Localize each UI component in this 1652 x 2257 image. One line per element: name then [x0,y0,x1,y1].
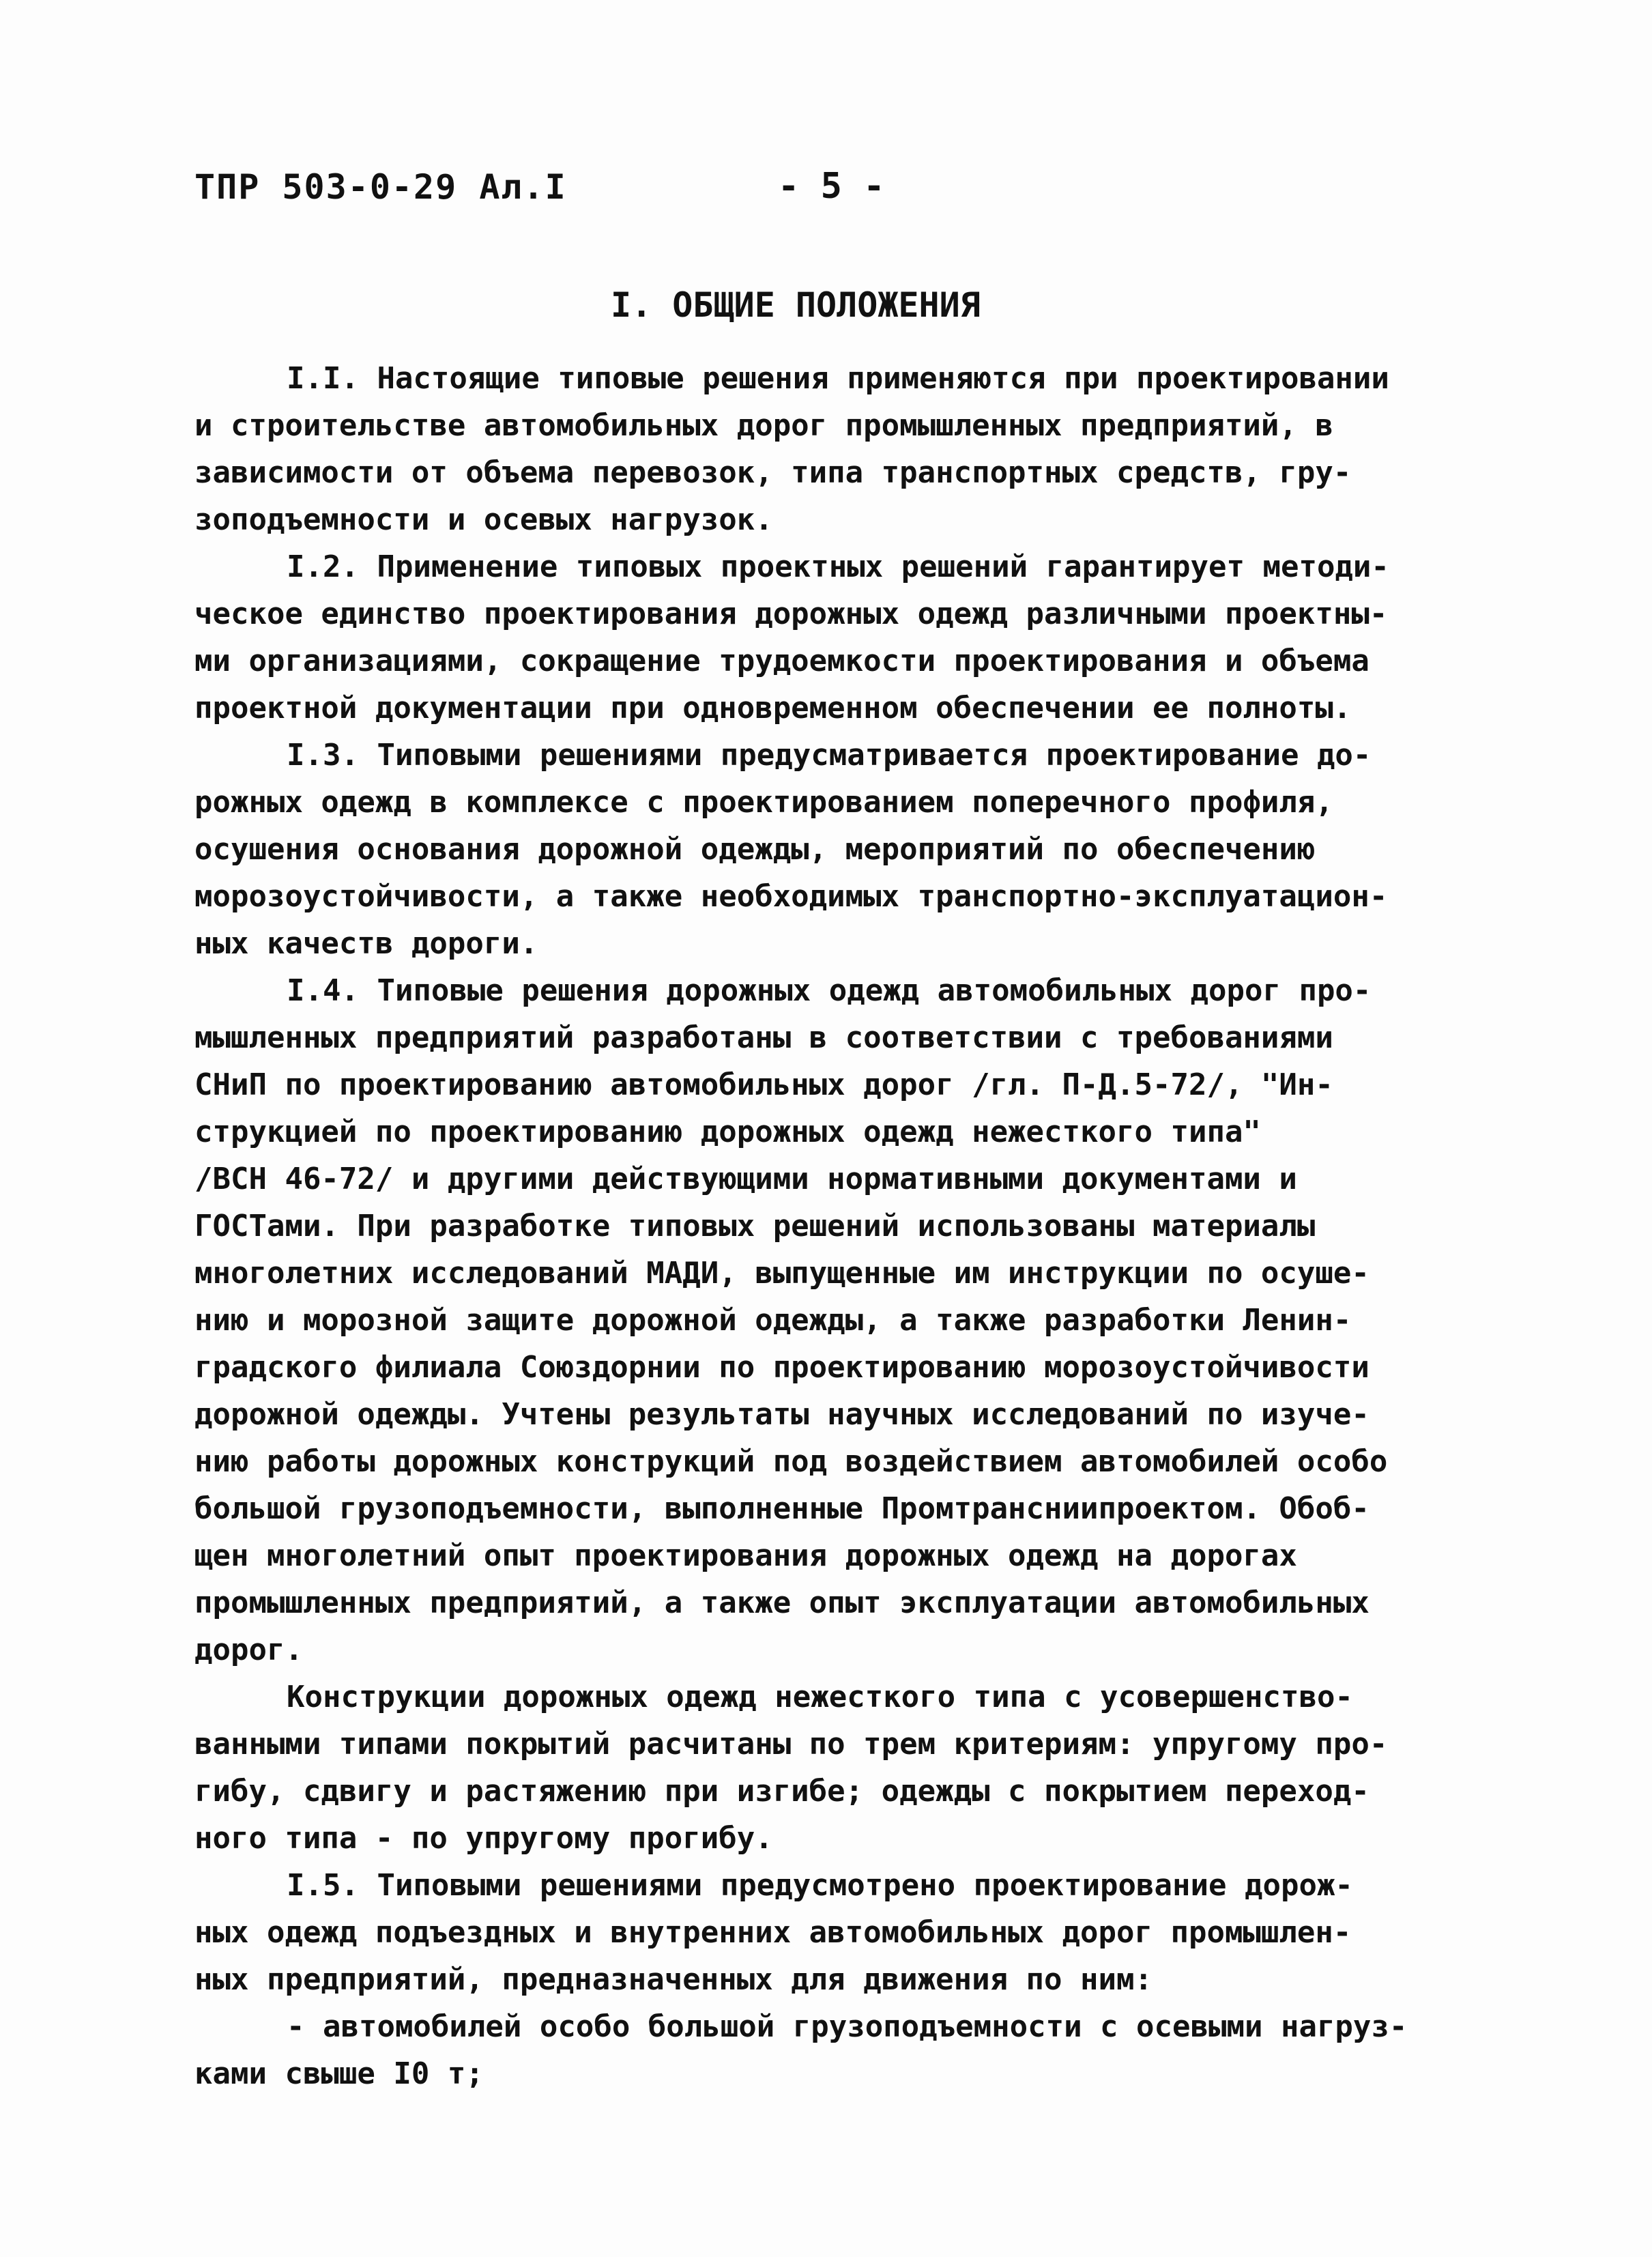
text-line: струкцией по проектированию дорожных одежд нежесткого типа" [194,1115,1261,1149]
text-line: рожных одежд в комплексе с проектированием поперечного профиля, [194,785,1333,820]
text-line: I.3. Типовыми решениями предусматривается проектирование до- [287,738,1372,773]
text-line: ми организациями, сокращение трудоемкости проектирования и объема [194,644,1370,678]
document-code: ТПР 503-0-29 Ал.I [194,167,567,207]
text-line: нию работы дорожных конструкций под воздействием автомобилей особо [194,1444,1388,1479]
text-line: Конструкции дорожных одежд нежесткого типа с усовершенство- [287,1680,1353,1714]
text-line: I.5. Типовыми решениями предусмотрено проектирование дорож- [287,1868,1353,1903]
text-line: дорог. [194,1633,303,1667]
text-line: морозоустойчивости, а также необходимых транспортно-эксплуатацион- [194,879,1388,914]
text-line: ных одежд подъездных и внутренних автомобильных дорог промышлен- [194,1915,1352,1950]
text-line: ного типа - по упругому прогибу. [194,1821,773,1856]
text-line: ных качеств дороги. [194,926,538,961]
text-line: ванными типами покрытий расчитаны по трем критериям: упругому про- [194,1727,1388,1762]
text-line: I.I. Настоящие типовые решения применяются при проектировании [287,361,1389,396]
text-line: ных предприятий, предназначенных для движения по ним: [194,1962,1153,1997]
section-title: I. ОБЩИЕ ПОЛОЖЕНИЯ [611,285,981,325]
text-line: - автомобилей особо большой грузоподъемности с осевыми нагруз- [287,2009,1408,2044]
text-line: большой грузоподъемности, выполненные Промтрансниипроектом. Обоб- [194,1491,1370,1526]
text-line: осушения основания дорожной одежды, мероприятий по обеспечению [194,832,1316,867]
text-line: I.2. Применение типовых проектных решений гарантирует методи- [287,549,1389,584]
text-line: градского филиала Союздорнии по проектированию морозоустойчивости [194,1350,1370,1385]
text-line: ческое единство проектирования дорожных одежд различными проектны- [194,596,1388,631]
text-line: ками свыше I0 т; [194,2056,484,2091]
page-number: - 5 - [778,166,885,207]
text-line: ГОСТами. При разработке типовых решений использованы материалы [194,1209,1316,1243]
text-line: зоподъемности и осевых нагрузок. [194,502,773,537]
text-line: промышленных предприятий, а также опыт эксплуатации автомобильных [194,1585,1370,1620]
text-line: гибу, сдвигу и растяжению при изгибе; одежды с покрытием переход- [194,1774,1370,1809]
body-text [194,355,1477,2097]
text-line: зависимости от объема перевозок, типа транспортных средств, гру- [194,455,1352,490]
text-line: нию и морозной защите дорожной одежды, а также разработки Ленин- [194,1303,1352,1338]
text-line: и строительстве автомобильных дорог промышленных предприятий, в [194,408,1333,443]
text-line: дорожной одежды. Учтены результаты научных исследований по изуче- [194,1397,1370,1432]
text-line: I.4. Типовые решения дорожных одежд автомобильных дорог про- [287,973,1372,1008]
text-line: многолетних исследований МАДИ, выпущенные им инструкции по осуше- [194,1256,1370,1291]
text-line: щен многолетний опыт проектирования дорожных одежд на дорогах [194,1538,1297,1573]
text-line: /ВСН 46-72/ и другими действующими нормативными документами и [194,1162,1297,1196]
text-line: СНиП по проектированию автомобильных дорог /гл. П-Д.5-72/, "Ин- [194,1067,1333,1102]
text-line: проектной документации при одновременном обеспечении ее полноты. [194,691,1352,725]
text-line: мышленных предприятий разработаны в соответствии с требованиями [194,1020,1333,1055]
